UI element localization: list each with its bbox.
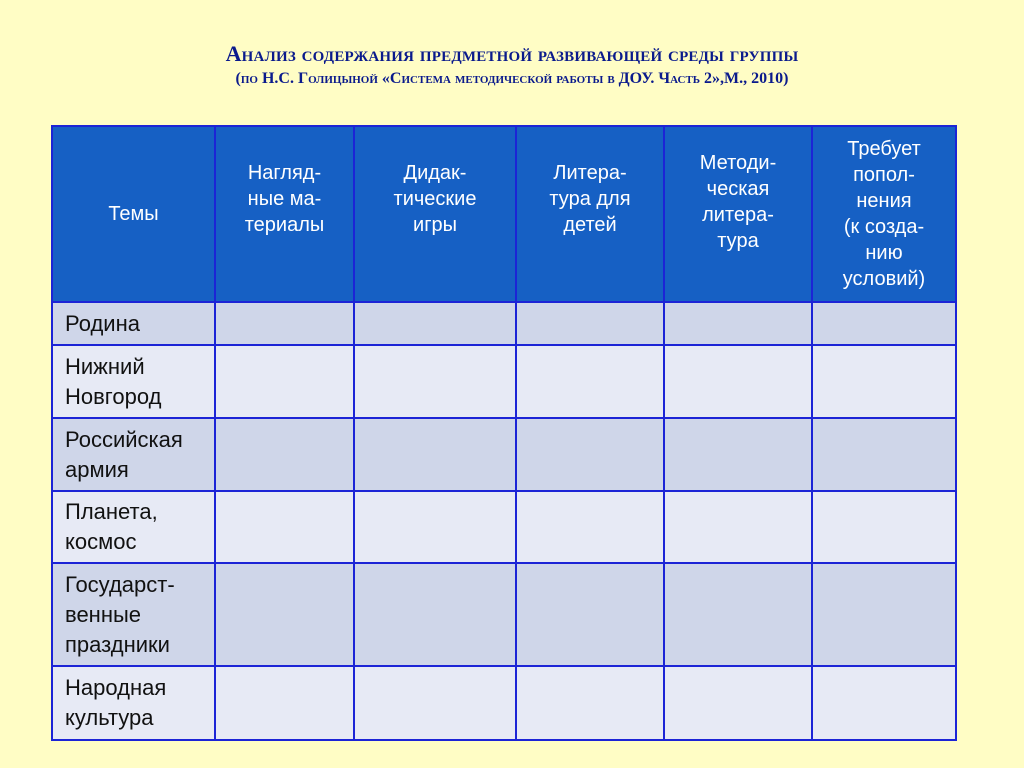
table-cell[interactable] <box>812 345 956 418</box>
table-cell[interactable] <box>354 666 516 740</box>
row-topic: Планета, космос <box>52 491 215 563</box>
table-cell[interactable] <box>812 418 956 491</box>
table-row <box>52 666 956 740</box>
table-cell[interactable] <box>516 418 664 491</box>
header-topics: Темы <box>52 126 215 302</box>
table-cell[interactable] <box>354 302 516 345</box>
table-cell[interactable] <box>516 491 664 563</box>
table-row <box>52 491 956 563</box>
table-cell[interactable] <box>215 345 354 418</box>
row-topic: Родина <box>52 302 215 345</box>
analysis-table <box>51 125 957 741</box>
header-didactic-games: Дидак- тические игры <box>354 126 516 302</box>
row-topic: Российская армия <box>52 418 215 491</box>
table-cell[interactable] <box>354 491 516 563</box>
table-row <box>52 345 956 418</box>
header-methodical-literature: Методи- ческая литера- тура <box>664 126 812 302</box>
table-cell[interactable] <box>516 345 664 418</box>
table-cell[interactable] <box>516 666 664 740</box>
table-cell[interactable] <box>812 491 956 563</box>
title-line-1: Анализ содержания предметной развивающей среды группы <box>225 41 799 66</box>
table-cell[interactable] <box>354 563 516 666</box>
table-cell[interactable] <box>664 418 812 491</box>
table-row <box>52 563 956 666</box>
table-cell[interactable] <box>215 491 354 563</box>
table-cell[interactable] <box>215 666 354 740</box>
table-cell[interactable] <box>664 491 812 563</box>
table-cell[interactable] <box>812 666 956 740</box>
table-cell[interactable] <box>215 563 354 666</box>
row-topic: Нижний Новгород <box>52 345 215 418</box>
table-cell[interactable] <box>516 302 664 345</box>
header-row <box>52 126 956 302</box>
row-topic: Государст- венные праздники <box>52 563 215 666</box>
header-visual-materials: Нагляд- ные ма- териалы <box>215 126 354 302</box>
table-cell[interactable] <box>516 563 664 666</box>
header-needs-replenishment: Требует попол- нения (к созда- нию условий) <box>812 126 956 302</box>
table-cell[interactable] <box>664 563 812 666</box>
table-cell[interactable] <box>664 666 812 740</box>
table-cell[interactable] <box>215 418 354 491</box>
row-topic: Народная культура <box>52 666 215 740</box>
title-line-2: (по Н.С. Голицыной «Система методической работы в ДОУ. Часть 2»,М., 2010) <box>235 70 789 87</box>
table-row <box>52 418 956 491</box>
table-row <box>52 302 956 345</box>
table-cell[interactable] <box>664 345 812 418</box>
slide-title <box>0 40 1024 90</box>
table-cell[interactable] <box>354 418 516 491</box>
table-cell[interactable] <box>215 302 354 345</box>
header-children-literature: Литера- тура для детей <box>516 126 664 302</box>
table-cell[interactable] <box>812 563 956 666</box>
table-cell[interactable] <box>354 345 516 418</box>
table-cell[interactable] <box>812 302 956 345</box>
table-cell[interactable] <box>664 302 812 345</box>
